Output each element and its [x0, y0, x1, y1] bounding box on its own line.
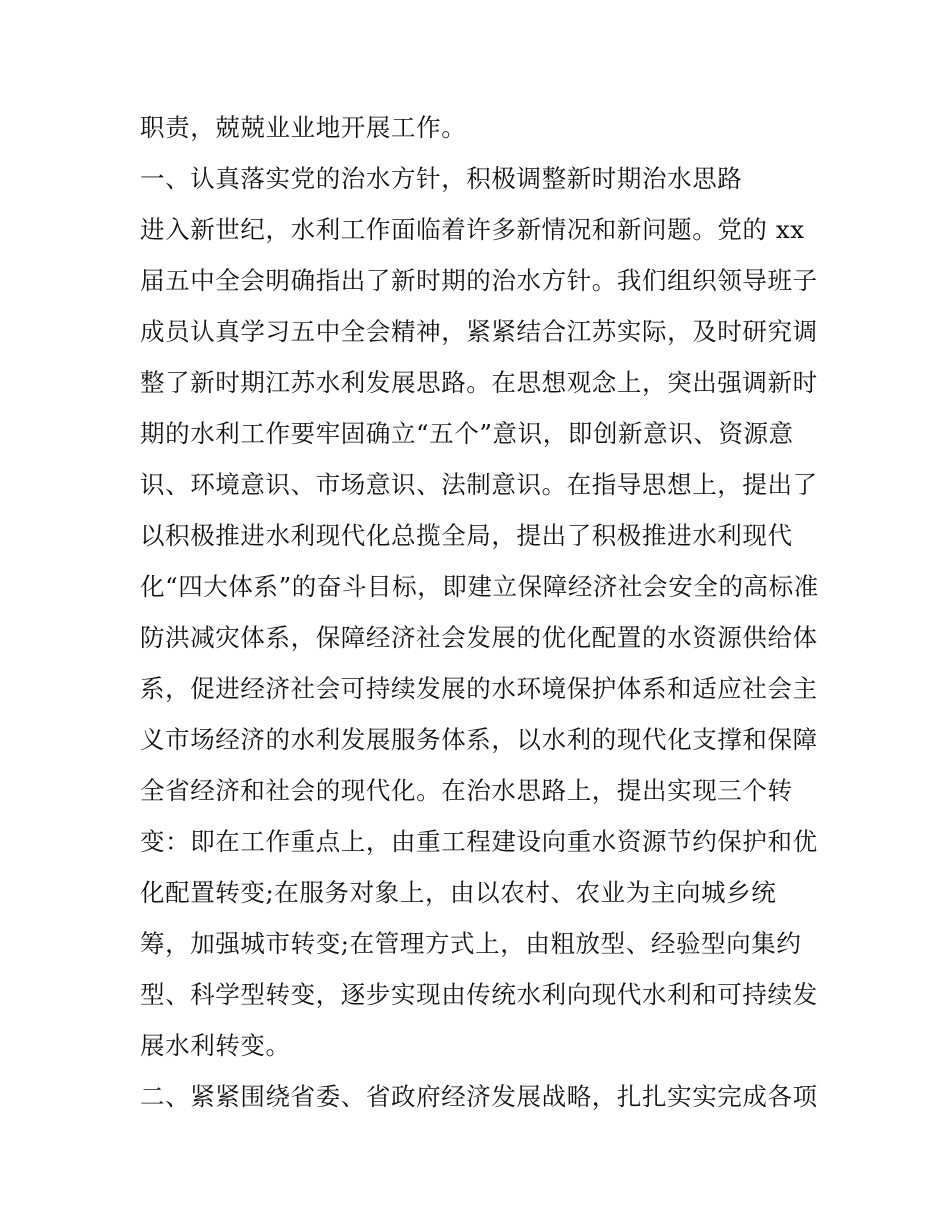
text-line: 识、环境意识、市场意识、法制意识。在指导思想上，提出了	[140, 470, 818, 499]
text-line: 型、科学型转变，逐步实现由传统水利向现代水利和可持续发	[140, 980, 818, 1009]
text-line: 防洪减灾体系，保障经济社会发展的优化配置的水资源供给体	[140, 623, 818, 652]
text-line: 职责，兢兢业业地开展工作。	[140, 113, 467, 142]
text-line: 变：即在工作重点上，由重工程建设向重水资源节约保护和优	[140, 827, 818, 856]
text-line: 化“四大体系”的奋斗目标，即建立保障经济社会安全的高标准	[140, 572, 819, 601]
text-line: 届五中全会明确指出了新时期的治水方针。我们组织领导班子	[140, 266, 818, 295]
text-line: 成员认真学习五中全会精神，紧紧结合江苏实际，及时研究调	[140, 317, 818, 346]
text-line: 期的水利工作要牢固确立“五个”意识，即创新意识、资源意	[140, 419, 794, 448]
text-line: 筹，加强城市转变;在管理方式上，由粗放型、经验型向集约	[140, 929, 802, 958]
section-heading-1: 一、认真落实党的治水方针，积极调整新时期治水思路	[140, 164, 743, 193]
text-line: 以积极推进水利现代化总揽全局，提出了积极推进水利现代	[140, 521, 793, 550]
section-heading-2: 二、紧紧围绕省委、省政府经济发展战略，扎扎实实完成各项	[140, 1082, 818, 1111]
text-line: 化配置转变;在服务对象上，由以农村、农业为主向城乡统	[140, 878, 777, 907]
text-line: 义市场经济的水利发展服务体系，以水利的现代化支撑和保障	[140, 725, 818, 754]
text-line: 全省经济和社会的现代化。在治水思路上，提出实现三个转	[140, 776, 793, 805]
text-line: 展水利转变。	[140, 1031, 291, 1060]
text-line: 整了新时期江苏水利发展思路。在思想观念上，突出强调新时	[140, 368, 818, 397]
text-line: 系，促进经济社会可持续发展的水环境保护体系和适应社会主	[140, 674, 818, 703]
text-line: 进入新世纪，水利工作面临着许多新情况和新问题。党的 xx	[140, 215, 805, 244]
